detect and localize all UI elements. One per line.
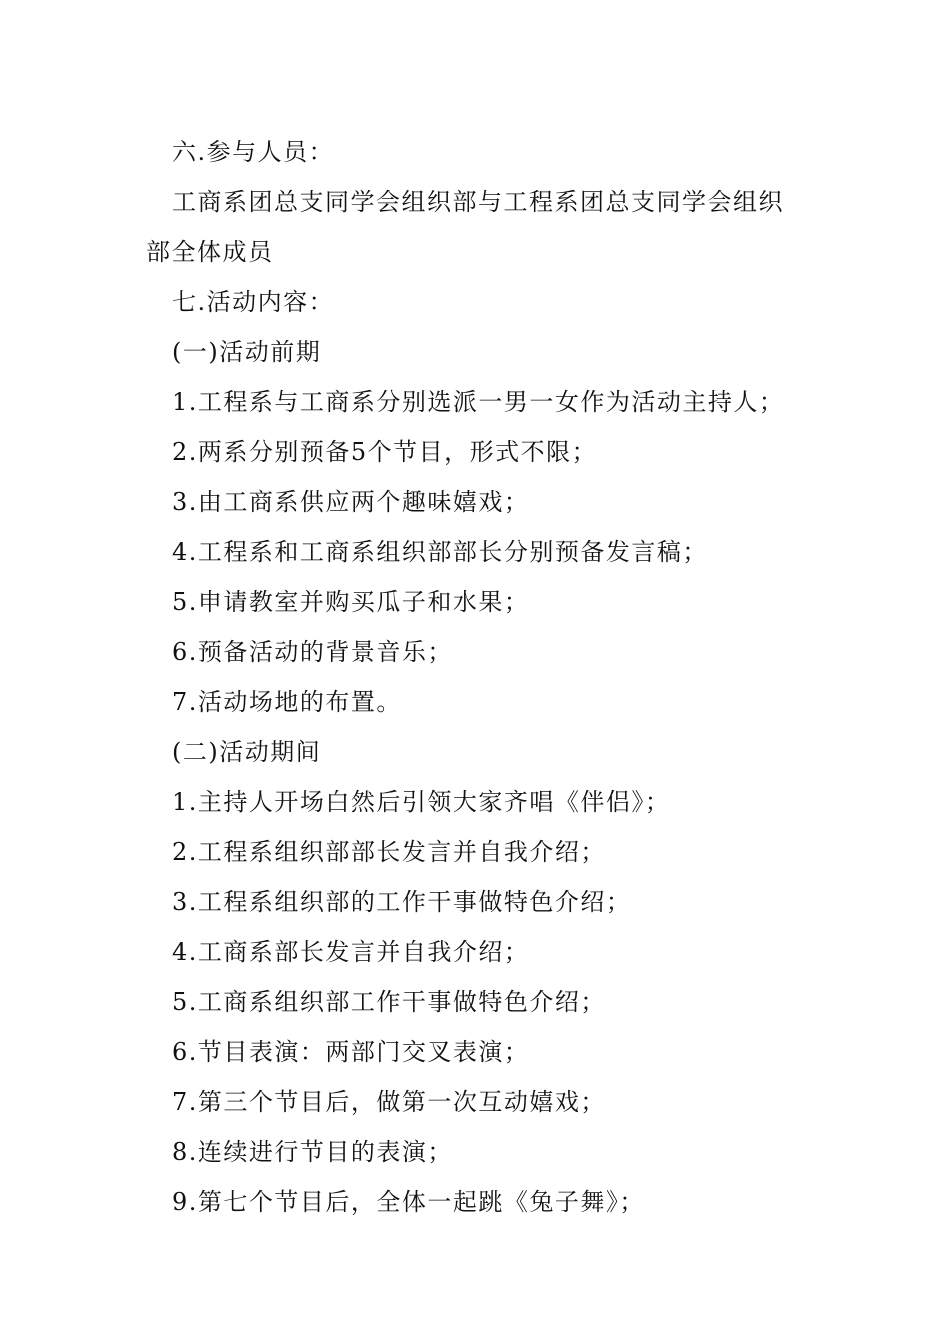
phase1-item: 3.由工商系供应两个趣味嬉戏；	[172, 488, 530, 516]
phase1-item: 2.两系分别预备5个节目，形式不限；	[172, 438, 598, 466]
phase2-item: 9.第七个节目后，全体一起跳《兔子舞》；	[172, 1188, 645, 1216]
section6-body-line1: 工商系团总支同学会组织部与工程系团总支同学会组织	[172, 188, 784, 216]
phase1-heading: (一)活动前期	[172, 338, 322, 366]
phase2-item: 3.工程系组织部的工作干事做特色介绍；	[172, 888, 632, 916]
section7-heading: 七.活动内容：	[172, 288, 335, 316]
phase1-item: 1.工程系与工商系分别选派一男一女作为活动主持人；	[172, 388, 785, 416]
phase2-item: 5.工商系组织部工作干事做特色介绍；	[172, 988, 606, 1016]
phase1-item: 6.预备活动的背景音乐；	[172, 638, 453, 666]
section6-heading: 六.参与人员：	[172, 138, 335, 166]
phase2-item: 4.工商系部长发言并自我介绍；	[172, 938, 530, 966]
section6-body-line2: 部全体成员	[146, 238, 274, 266]
phase2-heading: (二)活动期间	[172, 738, 322, 766]
phase1-item: 5.申请教室并购买瓜子和水果；	[172, 588, 530, 616]
phase2-item: 2.工程系组织部部长发言并自我介绍；	[172, 838, 606, 866]
phase2-item: 1.主持人开场白然后引领大家齐唱《伴侣》；	[172, 788, 671, 816]
phase2-item: 7.第三个节目后，做第一次互动嬉戏；	[172, 1088, 606, 1116]
phase1-item: 7.活动场地的布置。	[172, 688, 402, 716]
phase2-item: 6.节目表演：两部门交叉表演；	[172, 1038, 530, 1066]
phase2-item: 8.连续进行节目的表演；	[172, 1138, 453, 1166]
phase1-item: 4.工程系和工商系组织部部长分别预备发言稿；	[172, 538, 708, 566]
